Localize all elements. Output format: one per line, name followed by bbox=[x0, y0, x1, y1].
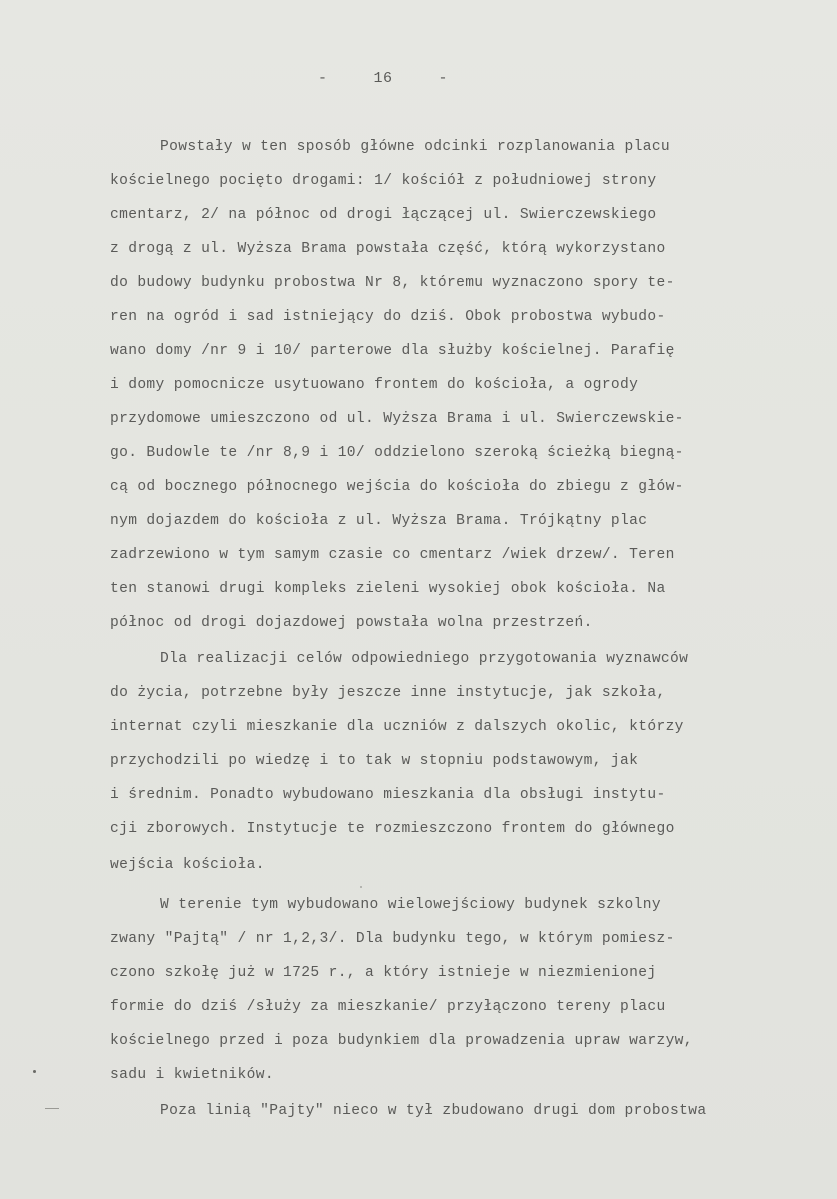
text-line: do życia, potrzebne były jeszcze inne instytucje, jak szkoła, bbox=[110, 685, 666, 701]
text-line: ren na ogród i sad istniejący do dziś. Obok probostwa wybudo- bbox=[110, 309, 666, 325]
text-line: z drogą z ul. Wyższa Brama powstała część, którą wykorzystano bbox=[110, 241, 666, 257]
text-line: wejścia kościoła. bbox=[110, 857, 265, 873]
text-line: cji zborowych. Instytucje te rozmieszczono frontem do głównego bbox=[110, 821, 675, 837]
text-line: północ od drogi dojazdowej powstała wolna przestrzeń. bbox=[110, 615, 593, 631]
text-line: kościelnego przed i poza budynkiem dla prowadzenia upraw warzyw, bbox=[110, 1033, 693, 1049]
text-line: go. Budowle te /nr 8,9 i 10/ oddzielono szeroką ścieżką biegną- bbox=[110, 445, 684, 461]
text-line: czono szkołę już w 1725 r., a który istnieje w niezmienionej bbox=[110, 965, 657, 981]
text-line: nym dojazdem do kościoła z ul. Wyższa Brama. Trójkątny plac bbox=[110, 513, 648, 529]
text-line: przydomowe umieszczono od ul. Wyższa Brama i ul. Swierczewskie- bbox=[110, 411, 684, 427]
page-number-dash-right: - bbox=[438, 70, 448, 87]
text-line: internat czyli mieszkanie dla uczniów z dalszych okolic, którzy bbox=[110, 719, 684, 735]
scan-speck bbox=[33, 1070, 36, 1073]
text-line: zwany "Pajtą" / nr 1,2,3/. Dla budynku tego, w którym pomiesz- bbox=[110, 931, 675, 947]
text-line: Powstały w ten sposób główne odcinki rozplanowania placu bbox=[160, 139, 671, 155]
text-line: wano domy /nr 9 i 10/ parterowe dla służby kościelnej. Parafię bbox=[110, 343, 675, 359]
text-line: Dla realizacji celów odpowiedniego przygotowania wyznawców bbox=[160, 651, 689, 667]
text-line: cą od bocznego północnego wejścia do kościoła do zbiegu z głów- bbox=[110, 479, 684, 495]
text-line: i domy pomocnicze usytuowano frontem do kościoła, a ogrody bbox=[110, 377, 639, 393]
page-number: 16 bbox=[373, 70, 393, 87]
text-line: Poza linią "Pajty" nieco w tył zbudowano drugi dom probostwa bbox=[160, 1103, 707, 1119]
scan-speck bbox=[360, 886, 362, 888]
text-line: i średnim. Ponadto wybudowano mieszkania dla obsługi instytu- bbox=[110, 787, 666, 803]
text-line: cmentarz, 2/ na północ od drogi łączącej ul. Swierczewskiego bbox=[110, 207, 657, 223]
text-line: zadrzewiono w tym samym czasie co cmentarz /wiek drzew/. Teren bbox=[110, 547, 675, 563]
text-line: sadu i kwietników. bbox=[110, 1067, 274, 1083]
text-line: formie do dziś /służy za mieszkanie/ przyłączono tereny placu bbox=[110, 999, 666, 1015]
text-line: kościelnego pocięto drogami: 1/ kościół z południowej strony bbox=[110, 173, 657, 189]
page-number-header bbox=[318, 70, 448, 87]
text-line: przychodzili po wiedzę i to tak w stopniu podstawowym, jak bbox=[110, 753, 639, 769]
text-line: ten stanowi drugi kompleks zieleni wysokiej obok kościoła. Na bbox=[110, 581, 666, 597]
scan-mark bbox=[45, 1108, 59, 1109]
page-number-dash-left: - bbox=[318, 70, 328, 87]
text-line: do budowy budynku probostwa Nr 8, któremu wyznaczono spory te- bbox=[110, 275, 675, 291]
text-line: W terenie tym wybudowano wielowejściowy budynek szkolny bbox=[160, 897, 661, 913]
